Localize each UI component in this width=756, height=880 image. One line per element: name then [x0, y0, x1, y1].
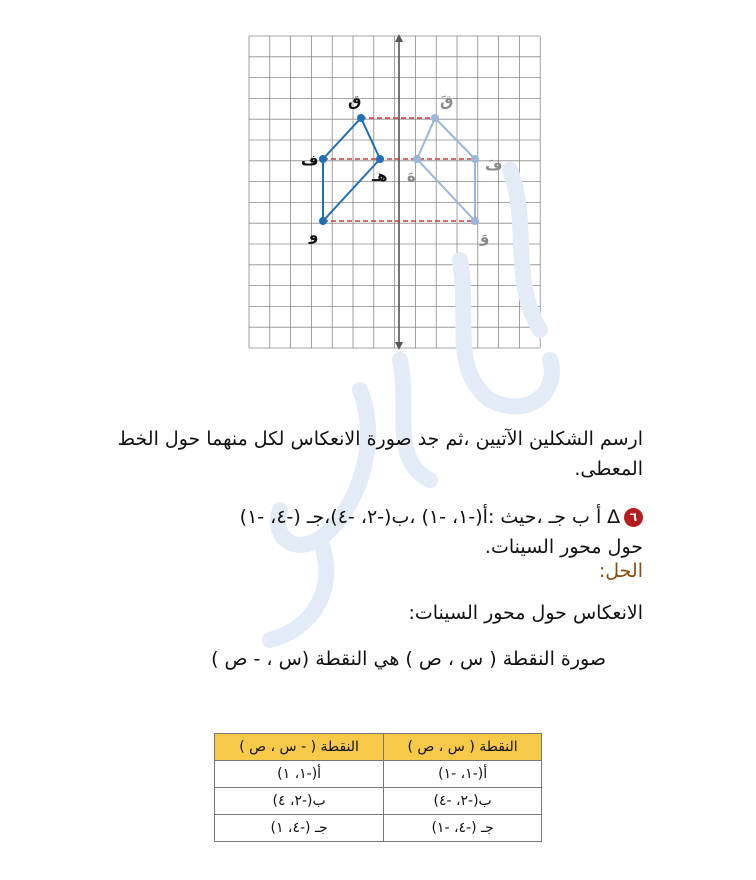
point-q-prime [431, 114, 439, 122]
table-cell: ب(-٢، ٤) [215, 788, 384, 815]
point-w [319, 217, 327, 225]
coordinate-grid-figure [0, 0, 756, 400]
table-cell: أ(-١، ١) [215, 761, 384, 788]
problem-line: ∆ أ ب جـ ،حيث :أ(-١، -١) ،ب(-٢، -٤)،جـ (-٤، -١) [239, 506, 620, 528]
label-q-prime: قَ [440, 92, 454, 110]
problem-line-2: حول محور السينات. [484, 536, 643, 558]
label-f: ف [301, 151, 319, 169]
table-cell: جـ (-٤، ١) [215, 815, 384, 842]
image-shape [417, 118, 475, 221]
problem-number-badge: ٦ [624, 508, 643, 527]
solution-label: الحل: [598, 560, 643, 582]
point-q [357, 114, 365, 122]
reflection-rule: صورة النقطة ( س ، ص ) هي النقطة (س ، - ص ) [211, 648, 606, 670]
label-h-prime: هَ [407, 167, 416, 185]
y-axis [395, 34, 403, 350]
table-cell: أ(-١، -١) [384, 761, 542, 788]
table-row [215, 815, 542, 842]
answer-table [214, 733, 542, 842]
instruction-text: ارسم الشكلين الآتيين ،ثم جد صورة الانعكاس لكل منهما حول الخط المعطى. [117, 428, 643, 480]
table-cell: جـ (-٤، -١) [384, 815, 542, 842]
table-header-row [215, 734, 542, 761]
point-h [376, 155, 384, 163]
table-cell: ب(-٢، -٤) [384, 788, 542, 815]
point-f [319, 155, 327, 163]
table-row [215, 761, 542, 788]
grid-lines [249, 36, 540, 348]
point-w-prime [471, 217, 479, 225]
problem-statement [83, 502, 643, 562]
y-axis-arrow-down-icon [395, 342, 403, 350]
table-row [215, 788, 542, 815]
header-original-point: النقطة ( س ، ص ) [384, 734, 542, 761]
header-image-point: النقطة ( - س ، ص ) [215, 734, 384, 761]
reflection-heading: الانعكاس حول محور السينات: [408, 602, 643, 624]
label-q: ق [348, 92, 362, 110]
label-w: و [309, 226, 319, 244]
y-axis-arrow-up-icon [395, 34, 403, 42]
label-f-prime: فَ [485, 156, 503, 174]
point-h-prime [413, 155, 421, 163]
label-h: هـ [372, 167, 388, 185]
point-f-prime [471, 155, 479, 163]
label-w-prime: وَ [480, 228, 490, 246]
